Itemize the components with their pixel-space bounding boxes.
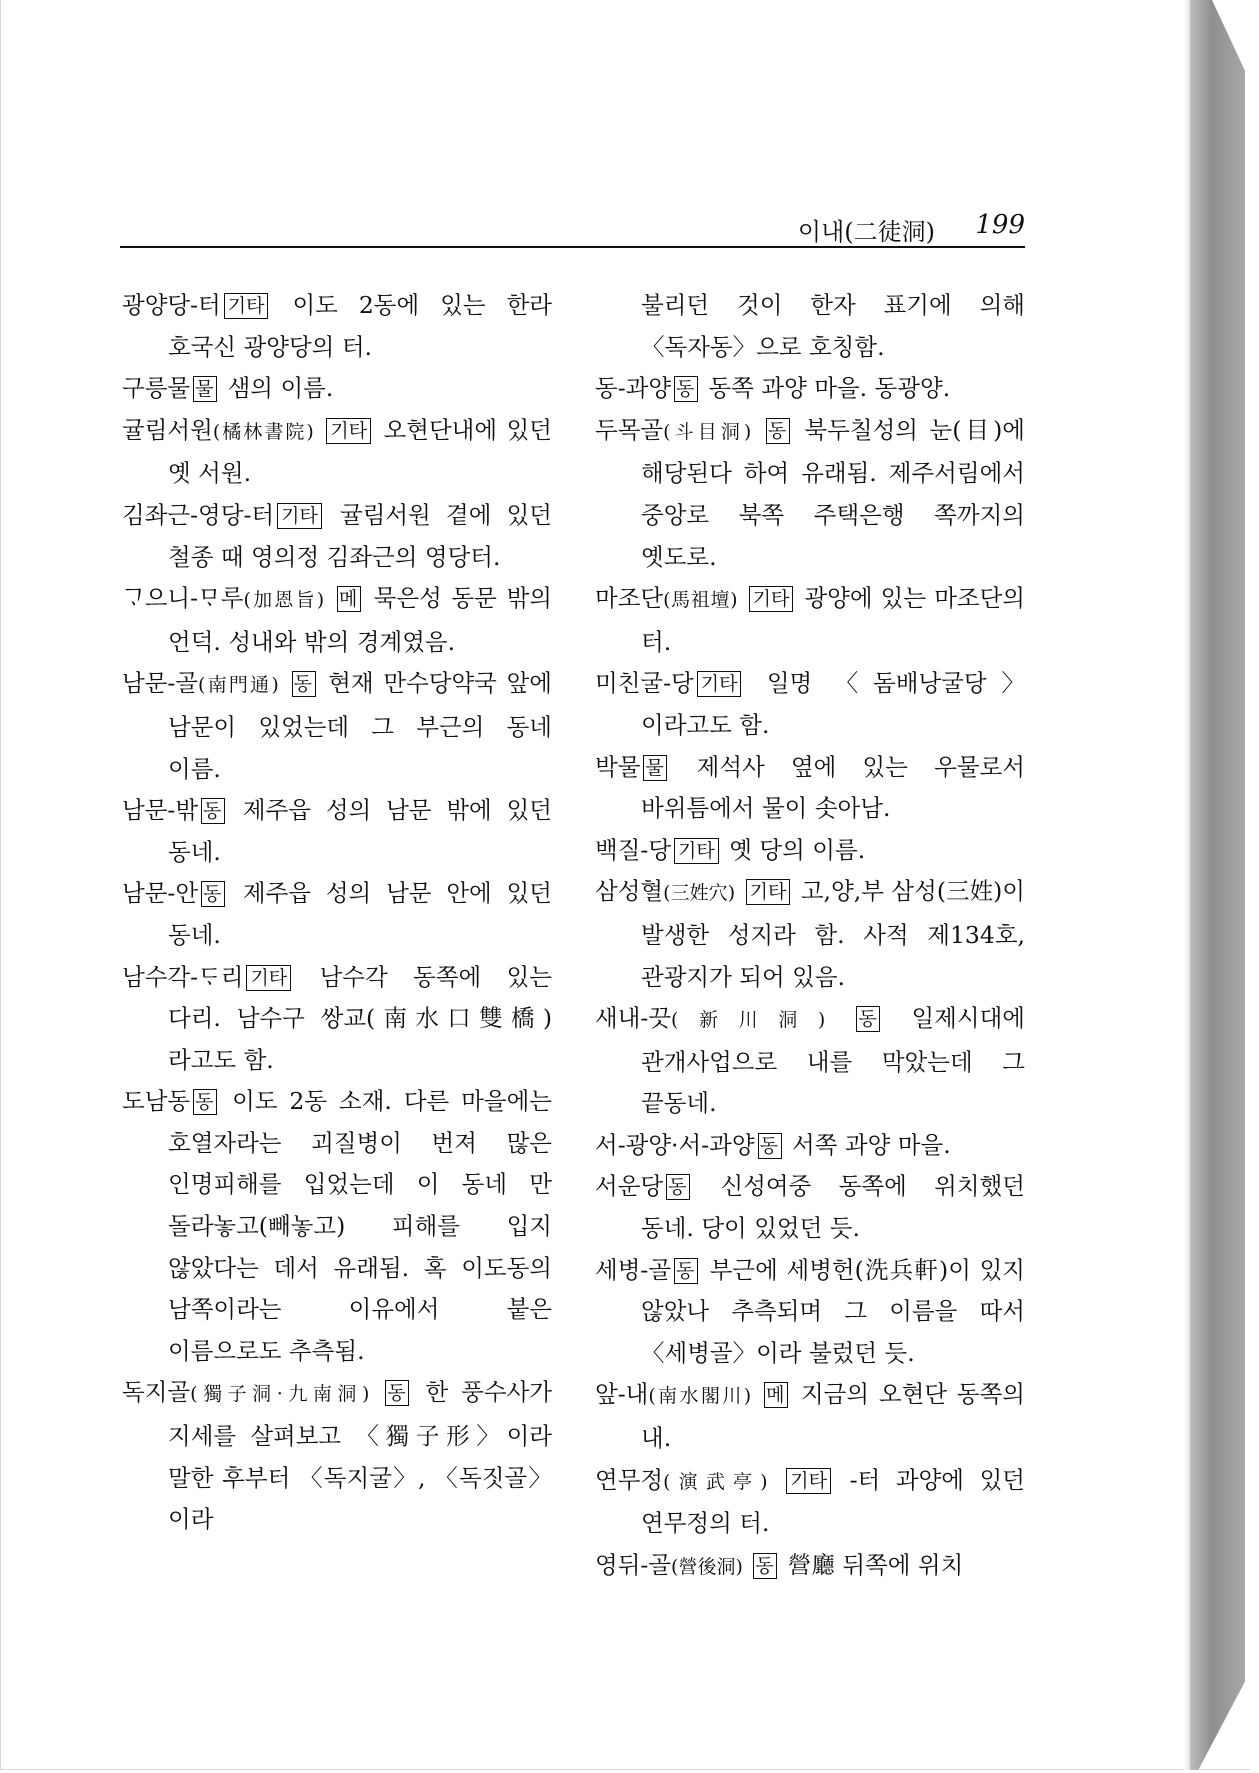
entry-headword: 남문-밖	[122, 796, 199, 825]
entry-hanja: (新川洞)	[671, 1009, 826, 1032]
dictionary-entry	[595, 998, 1025, 1125]
dictionary-entry	[122, 790, 552, 873]
entry-hanja: (三姓穴)	[663, 882, 736, 905]
entry-definition: 부근에 세병헌(洗兵軒)이 있지 않았나 추측되며 그 이름을 따서 〈세병골〉이라 불렀던 듯.	[641, 1255, 1025, 1367]
dictionary-entry	[122, 578, 552, 663]
entry-headword: 서-광양·서-과양	[595, 1130, 755, 1159]
dictionary-entry	[122, 873, 552, 956]
entry-category-tag: 기타	[749, 586, 794, 612]
entry-category-tag: 동	[193, 1089, 217, 1115]
entry-category-tag: 기타	[326, 418, 371, 444]
entry-definition: 제석사 옆에 있는 우물로서 바위틈에서 물이 솟아남.	[641, 752, 1025, 823]
dictionary-entry	[595, 410, 1025, 578]
entry-category-tag: 동	[385, 1380, 409, 1406]
entry-category-tag: 기타	[224, 293, 269, 319]
dictionary-entry	[595, 285, 1025, 368]
page-edge-shadow	[1183, 0, 1191, 1770]
entry-definition: 이도 2동에 있는 한라 호국신 광양당의 터.	[168, 291, 552, 361]
entry-headword: 동-과양	[595, 374, 672, 403]
entry-definition: 광양에 있는 마조단의 터.	[641, 584, 1025, 656]
entry-definition: 귤림서원 곁에 있던 철종 때 영의정 김좌근의 영당터.	[168, 500, 552, 571]
dictionary-entry	[595, 1374, 1025, 1459]
dictionary-entry	[595, 663, 1025, 746]
entry-category-tag: 물	[193, 376, 217, 402]
entry-category-tag: 기타	[746, 879, 791, 905]
entry-category-tag: 기타	[674, 838, 719, 864]
entry-definition: 제주읍 성의 남문 밖에 있던 동네.	[168, 796, 552, 866]
dictionary-entry	[122, 285, 552, 368]
entry-headword: 두목골	[595, 415, 664, 444]
entry-headword: ᄀᆞ으니-ᄆᆞ루	[122, 584, 244, 613]
entry-hanja: (營後洞)	[671, 1555, 743, 1578]
dictionary-entry	[122, 368, 552, 410]
entry-headword: 새내-끗	[595, 1004, 672, 1033]
entry-definition: 제주읍 성의 남문 안에 있던 동네.	[168, 879, 552, 949]
entry-definition: 일명 〈돔배낭굴당〉이라고도 함.	[641, 669, 1025, 739]
entry-definition: 현재 만수당약국 앞에 남문이 있었는데 그 부근의 동네 이름.	[168, 669, 552, 783]
entry-category-tag: 기타	[246, 965, 291, 991]
entry-definition: 이도 2동 소재. 다른 마을에는 호열자라는 괴질병이 번져 많은 인명피해를 입었는데 이 동네 만 돌라놓고(빼놓고) 피해를 입지 않았다는 데서 유래됨. 혹 이도동의 남쪽이라는 이유에서 붙은 이름으로도 추측됨.	[168, 1087, 552, 1365]
entry-definition: 서쪽 과양 마을.	[792, 1130, 951, 1159]
entry-headword: 세병-골	[595, 1255, 672, 1284]
entry-headword: 남수각-ᄃᆞ리	[122, 962, 244, 991]
entry-definition: 고,양,부 삼성(三姓)이 발생한 성지라 함. 사적 제134호, 관광지가 되어 있음.	[641, 877, 1025, 991]
entry-headword: 서운당	[595, 1172, 664, 1201]
dictionary-entry	[595, 1545, 1025, 1589]
entry-definition: 한 풍수사가 지세를 살펴보고 〈獨子形〉이라 말한 후부터 〈독지굴〉, 〈독짓골〉이라	[168, 1378, 552, 1534]
page-edge	[1190, 0, 1245, 1770]
dictionary-entry	[122, 1372, 552, 1540]
dictionary-entry	[122, 663, 552, 790]
entry-definition: -터 과양에 있던 연무정의 터.	[641, 1465, 1025, 1538]
dictionary-entry	[595, 1460, 1025, 1545]
entry-headword: 미친굴-당	[595, 669, 694, 698]
entry-definition: 북두칠성의 눈(目)에 해당된다 하여 유래됨. 제주서림에서 중앙로 북쪽 주택은행 쪽까지의 옛도로.	[641, 415, 1025, 571]
entry-headword: 백질-당	[595, 835, 672, 864]
entry-category-tag: 동	[856, 1006, 880, 1032]
entry-headword: 남문-안	[122, 879, 199, 908]
entry-category-tag: 물	[643, 755, 667, 781]
entry-headword: 독지골	[122, 1378, 191, 1407]
entry-hanja: (加恩旨)	[243, 589, 325, 612]
dictionary-entry	[595, 830, 1025, 872]
dictionary-entry	[595, 871, 1025, 998]
entry-definition: 신성여중 동쪽에 위치했던 동네. 당이 있었던 듯.	[641, 1172, 1025, 1243]
entry-definition: 남수각 동쪽에 있는 다리. 남수구 쌍교(南水口雙橋)라고도 함.	[168, 962, 552, 1074]
entry-definition: 옛 당의 이름.	[729, 835, 866, 864]
entry-hanja: (獨子洞·九南洞)	[190, 1383, 370, 1406]
page-header	[120, 210, 1025, 248]
entry-headword: 김좌근-영당-터	[122, 500, 275, 529]
entry-headword: 연무정	[595, 1465, 664, 1494]
entry-definition: 일제시대에 관개사업으로 내를 막았는데 그 끝동네.	[641, 1004, 1025, 1118]
entry-headword: 삼성혈	[595, 877, 664, 906]
entry-definition: 샘의 이름.	[227, 374, 334, 403]
dictionary-entry	[122, 495, 552, 578]
entry-headword: 박물	[595, 752, 641, 781]
entry-headword: 구릉물	[122, 374, 191, 403]
entry-definition: 불리던 것이 한자 표기에 의해 〈독자동〉으로 호칭함.	[641, 291, 1025, 361]
entry-category-tag: 기타	[277, 503, 322, 529]
entry-hanja: (南門通)	[198, 674, 279, 697]
entry-category-tag: 동	[666, 1174, 690, 1200]
entry-category-tag: 동	[674, 1258, 698, 1284]
right-column	[595, 285, 1025, 1588]
entry-headword: 앞-내	[595, 1380, 649, 1409]
entry-definition: 오현단내에 있던 옛 서원.	[168, 415, 552, 488]
entry-headword: 영뒤-골	[595, 1550, 672, 1579]
entry-headword: 마조단	[595, 584, 664, 613]
dictionary-entry	[122, 1081, 552, 1372]
entry-category-tag: 기타	[786, 1468, 831, 1494]
left-column	[122, 285, 552, 1541]
entry-category-tag: 메	[337, 586, 361, 612]
entry-headword: 광양당-터	[122, 291, 221, 319]
running-head: 이내(二徒洞)	[797, 218, 935, 246]
entry-category-tag: 메	[764, 1382, 788, 1408]
entry-headword: 도남동	[122, 1087, 191, 1116]
dictionary-entry	[122, 410, 552, 495]
entry-headword: 남문-골	[122, 669, 199, 698]
entry-hanja: (演武亭)	[663, 1470, 768, 1493]
dictionary-entry	[595, 747, 1025, 830]
entry-definition: 묵은성 동문 밖의 언덕. 성내와 밖의 경계였음.	[168, 584, 552, 656]
entry-hanja: (南水閣川)	[648, 1385, 752, 1408]
entry-definition: 동쪽 과양 마을. 동광양.	[708, 374, 951, 403]
entry-hanja: (馬祖壇)	[663, 589, 738, 612]
entry-category-tag: 동	[766, 418, 790, 444]
page-number: 199	[975, 210, 1025, 240]
dictionary-entry	[595, 578, 1025, 663]
dictionary-entry	[595, 1166, 1025, 1249]
entry-definition: 營廳 뒤쪽에 위치	[787, 1550, 964, 1579]
dictionary-entry	[595, 1250, 1025, 1375]
entry-category-tag: 동	[674, 376, 698, 402]
dictionary-entry	[595, 1125, 1025, 1167]
entry-hanja: (斗目洞)	[663, 420, 752, 443]
entry-category-tag: 동	[201, 881, 225, 907]
entry-headword: 귤림서원	[122, 415, 213, 444]
entry-definition: 지금의 오현단 동쪽의 내.	[641, 1380, 1025, 1453]
dictionary-entry	[595, 368, 1025, 410]
entry-category-tag: 동	[753, 1553, 777, 1579]
entry-hanja: (橘林書院)	[212, 420, 314, 443]
entry-category-tag: 동	[292, 671, 316, 697]
entry-category-tag: 동	[758, 1133, 782, 1159]
dictionary-entry	[122, 957, 552, 1082]
entry-category-tag: 동	[201, 798, 225, 824]
entry-category-tag: 기타	[697, 671, 742, 697]
